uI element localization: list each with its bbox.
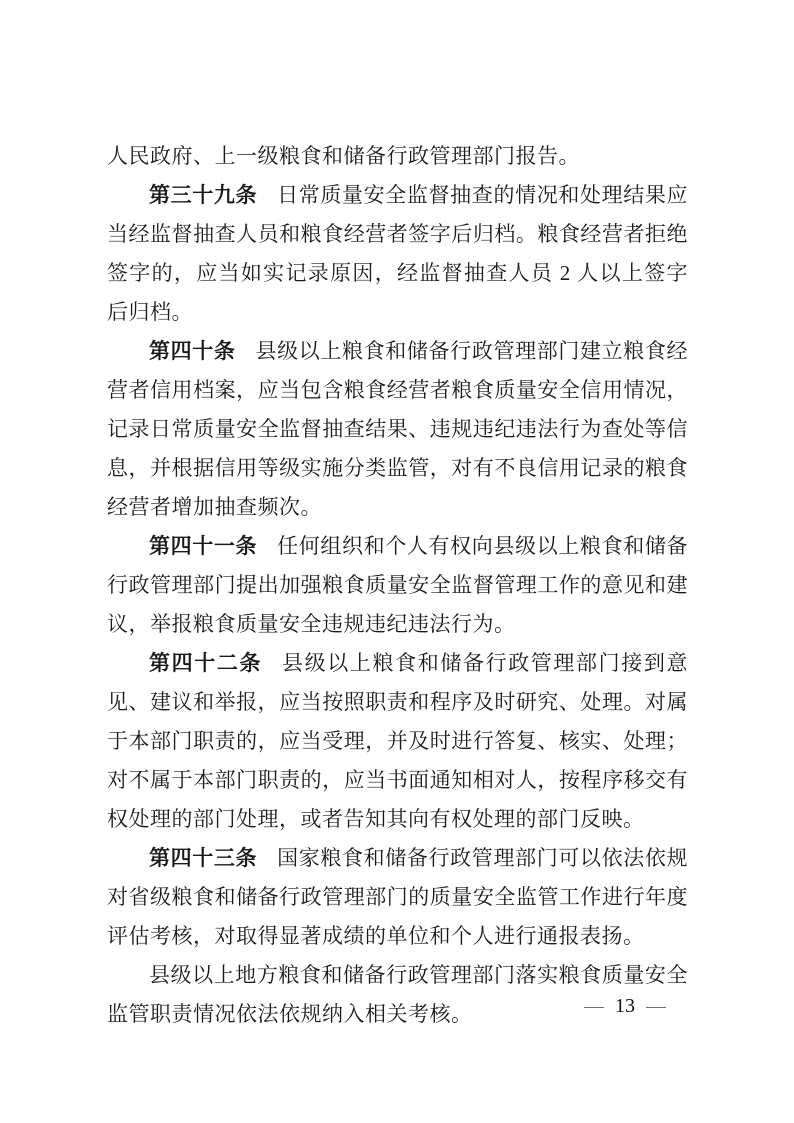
article-41-paragraph	[107, 527, 688, 644]
paragraph-text: 国家粮食和储备行政管理部门可以依法依规对省级粮食和储备行政管理部门的质量安全监管工作进行年度评估考核，对取得显著成绩的单位和个人进行通报表扬。	[107, 846, 689, 948]
article-42-number: 第四十二条	[149, 652, 263, 675]
paragraph-text: 县级以上粮食和储备行政管理部门接到意见、建议和举报，应当按照职责和程序及时研究、处理。对属于本部门职责的，应当受理，并及时进行答复、核实、处理；对不属于本部门职责的，应当书面通知相对人，按程序移交有权处理的部门处理，或者告知其向有权处理的部门反映。	[107, 651, 689, 831]
paragraph-text: 县级以上粮食和储备行政管理部门建立粮食经营者信用档案，应当包含粮食经营者粮食质量安全信用情况，记录日常质量安全监督抽查结果、违规违纪违法行为查处等信息，并根据信用等级实施分类监管，对有不良信用记录的粮食经营者增加抽查频次。	[107, 339, 689, 519]
document-body	[107, 137, 688, 1034]
paragraph-text: 人民政府、上一级粮食和储备行政管理部门报告。	[107, 144, 580, 168]
article-42-paragraph	[107, 644, 688, 839]
paragraph-text: 任何组织和个人有权向县级以上粮食和储备行政管理部门提出加强粮食质量安全监督管理工作的意见和建议，举报粮食质量安全违规违纪违法行为。	[107, 534, 689, 636]
article-43-number: 第四十三条	[149, 847, 258, 870]
paragraph-text: 县级以上地方粮食和储备行政管理部门落实粮食质量安全监管职责情况依法依规纳入相关考核。	[107, 963, 688, 1026]
page-number-footer	[577, 992, 673, 1020]
article-41-number: 第四十一条	[149, 535, 258, 558]
article-39-paragraph	[107, 176, 688, 332]
article-40-number: 第四十条	[149, 340, 236, 363]
article-39-number: 第三十九条	[149, 184, 258, 207]
paragraph-continuation	[107, 137, 688, 176]
page-number: 13	[615, 995, 635, 1017]
article-40-paragraph	[107, 332, 688, 527]
article-43-paragraph	[107, 839, 688, 956]
footer-right-dash: —	[646, 995, 666, 1017]
paragraph-text: 日常质量安全监督抽查的情况和处理结果应当经监督抽查人员和粮食经营者签字后归档。粮食经营者拒绝签字的，应当如实记录原因，经监督抽查人员 2 人以上签字后归档。	[107, 183, 689, 324]
footer-left-dash: —	[584, 995, 604, 1017]
